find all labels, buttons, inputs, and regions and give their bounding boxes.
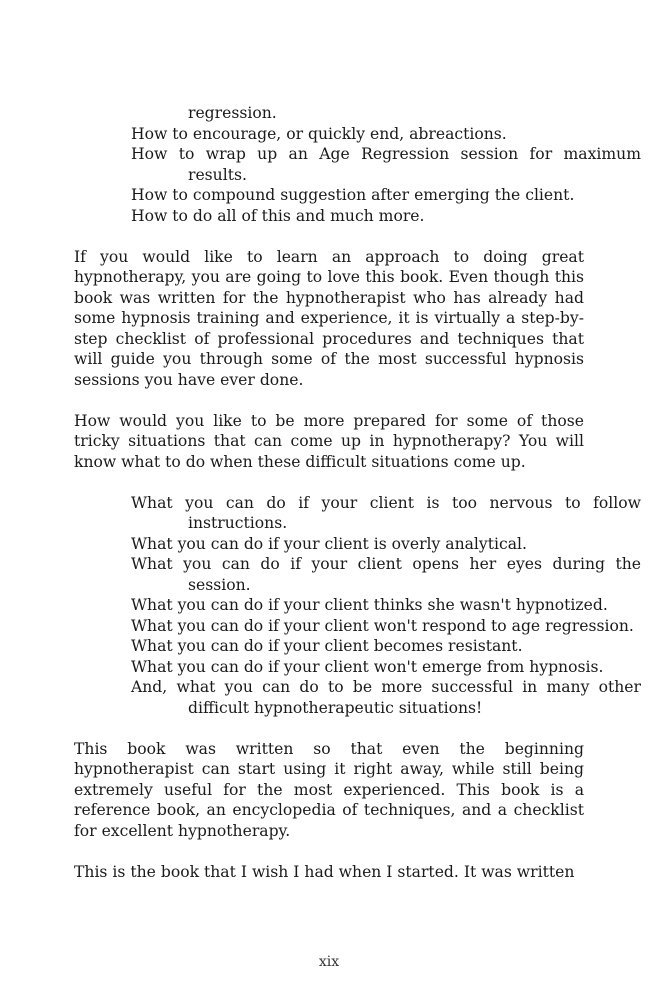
paragraph: If you would like to learn an approach to doing great hypnotherapy, you are going to love this book. Even though this book was written for the hypnotherapist who has already had some hypnosis training and experience, it is virtually a step-by-step checklist of professional procedures and techniques that will guide you through some of the most successful hypnosis sessions you have ever done. <box>74 247 584 389</box>
list-item: And, what you can do to be more successful in many other difficult hypnotherapeutic situations! <box>131 678 641 717</box>
list-item: How to do all of this and much more. <box>131 206 425 225</box>
list-item: What you can do if your client won't respond to age regression. <box>131 616 634 635</box>
list-item: What you can do if your client becomes resistant. <box>131 637 523 655</box>
list-item: How to compound suggestion after emerging the client. <box>131 186 575 204</box>
list-item: What you can do if your client thinks she wasn't hypnotized. <box>131 596 608 614</box>
page-body <box>74 103 641 882</box>
top-bullet-list <box>74 103 641 226</box>
paragraph: How would you like to be more prepared for some of those tricky situations that can come up in hypnotherapy? You will know what to do when these difficult situations come up. <box>74 411 584 471</box>
paragraph: This is the book that I wish I had when I started. It was written <box>74 862 575 881</box>
list-item: What you can do if your client is too nervous to follow instructions. <box>131 493 641 532</box>
situations-list <box>74 493 641 719</box>
list-continuation: regression. <box>188 104 277 122</box>
list-item: How to wrap up an Age Regression session for maximum results. <box>131 145 641 184</box>
page-number: xix <box>318 954 340 970</box>
paragraph: This book was written so that even the beginning hypnotherapist can start using it right away, while still being extremely useful for the most experienced. This book is a reference book, an encyclopedia of techniques, and a checklist for excellent hypnotherapy. <box>74 739 584 840</box>
list-item: What you can do if your client won't emerge from hypnosis. <box>131 657 604 676</box>
list-item: What you can do if your client is overly analytical. <box>131 534 527 553</box>
list-item: What you can do if your client opens her eyes during the session. <box>131 555 641 594</box>
list-item: How to encourage, or quickly end, abreactions. <box>131 124 507 143</box>
